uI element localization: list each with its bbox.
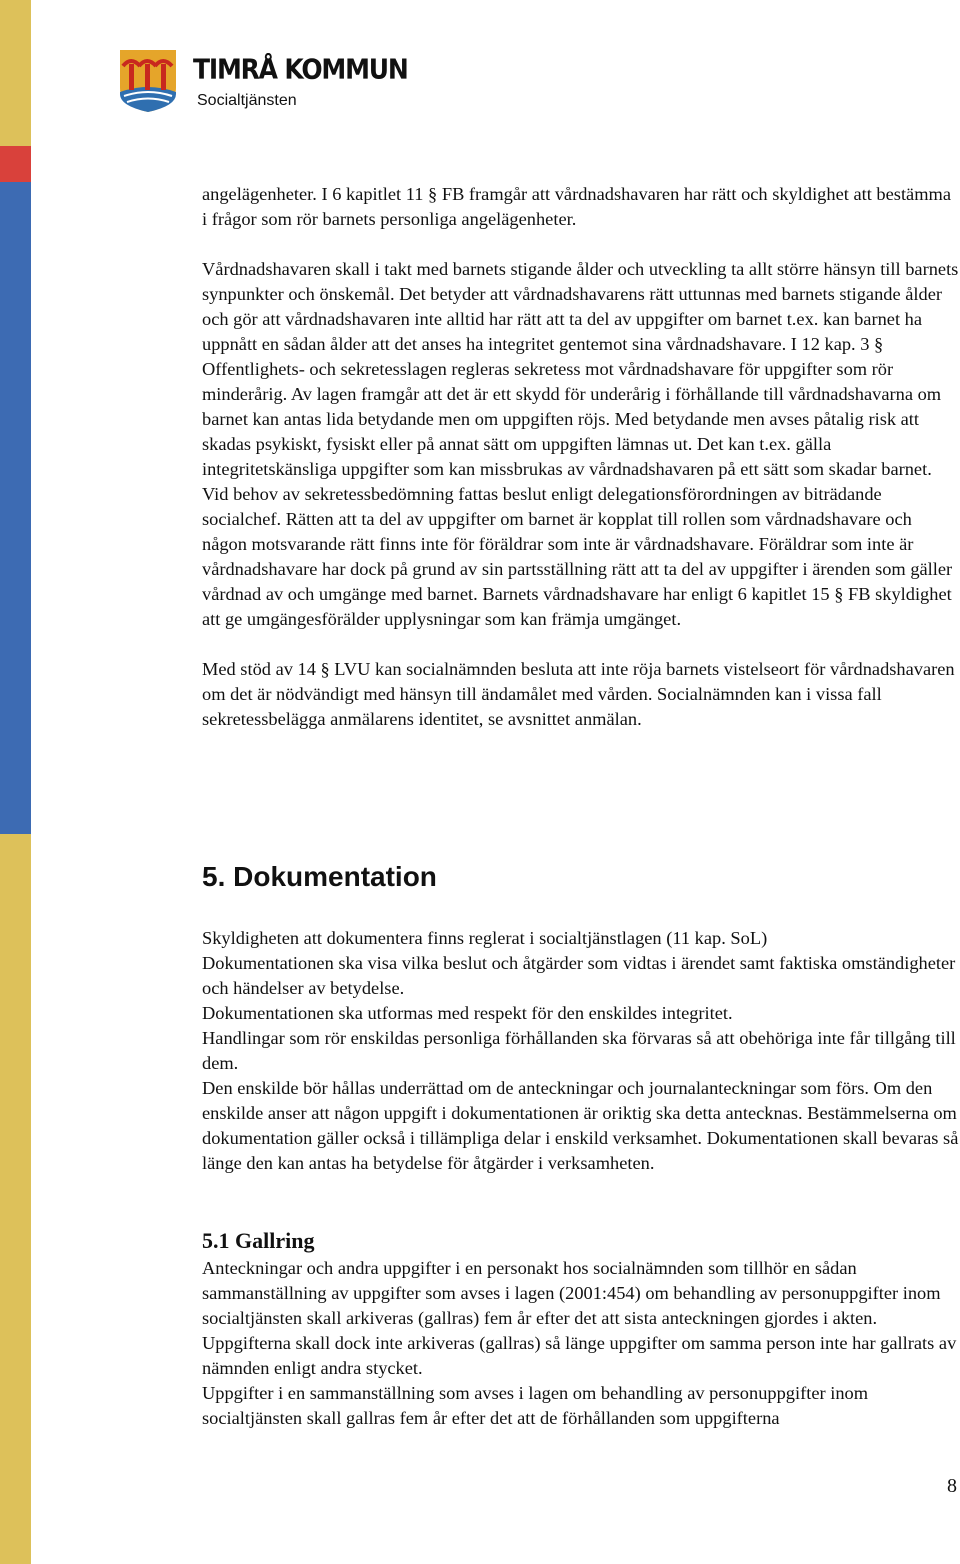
paragraph: Uppgifter i en sammanställning som avses i lagen om behandling av personuppgifter inom socialtjänsten skall gallras fem år efter det att de förhållanden som uppgifterna [202,1383,869,1428]
timra-crest-icon [118,48,178,114]
brand-name: TIMRÅ KOMMUN [193,53,408,85]
paragraph: Med stöd av 14 § LVU kan socialnämnden besluta att inte röja barnets vistelseort för vårdnadshavaren om det är nödvändigt med hänsyn till ändamålet med vården. Socialnämnden kan i vissa fall sekretessbelägga anmälarens identitet, se avsnittet anmälan. [202,659,955,729]
subsection-heading: 5.1 Gallring [202,1228,315,1253]
paragraph: Dokumentationen ska visa vilka beslut och åtgärder som vidtas i ärendet samt faktiska omständigheter och händelser av betydelse. [202,953,956,998]
paragraph: angelägenheter. I 6 kapitlet 11 § FB framgår att vårdnadshavaren har rätt och skyldighet att bestämma i frågor som rör barnets personliga angelägenheter. [202,184,951,229]
paragraph: Anteckningar och andra uppgifter i en personakt hos socialnämnden som tillhör en sådan sammanställning av uppgifter som avses i lagen (2001:454) om behandling av personuppgifter inom socialtjänsten skall arkiveras (gallras) fem år efter det att sista anteckningen gjordes i akten. Uppgifterna skall dock inte arkiveras (gallras) så länge uppgifter om samma person inte har gallrats av nämnden enligt andra stycket. [202,1258,957,1378]
header-logo [118,48,408,118]
paragraph: Skyldigheten att dokumentera finns reglerat i socialtjänstlagen (11 kap. SoL) [202,928,768,948]
section-heading: 5. Dokumentation [202,861,437,892]
side-bar-blue [0,182,31,834]
section-5-1-text [202,1256,960,1431]
paragraph: Handlingar som rör enskildas personliga förhållanden ska förvaras så att obehöriga inte får tillgång till dem. [202,1028,956,1073]
section-5-text [202,926,960,1176]
brand-subtitle: Socialtjänsten [197,92,297,109]
side-bar-red [0,146,31,182]
paragraph: Dokumentationen ska utformas med respekt för den enskildes integritet. [202,1003,733,1023]
side-bar-gold-top [0,0,31,146]
side-bar-gold-bottom [0,834,31,1564]
paragraph: Den enskilde bör hållas underrättad om de anteckningar och journalanteckningar som förs. Om den enskilde anser att någon uppgift i dokumentationen är oriktig ska detta antecknas. Bestämmelserna om dokumentation gäller också i tillämpliga delar i enskild verksamhet. Dokumentationen skall bevaras så länge den kan antas ha betydelse för åtgärder i verksamheten. [202,1078,959,1173]
body-text [202,182,960,732]
page-number: 8 [947,1475,957,1497]
paragraph: Vårdnadshavaren skall i takt med barnets stigande ålder och utveckling ta allt större hänsyn till barnets synpunkter och önskemål. Det betyder att vårdnadshavarens rätt uttunnas med barnets stigande ålder och gör att vårdnadshavaren inte alltid har rätt att ta del av uppgifter om barnet t.ex. kan barnet ha uppnått en sådan ålder att det anses ha integritet gentemot sina vårdnadshavare. I 12 kap. 3 § Offentlighets- och sekretesslagen regleras sekretess mot vårdnadshavare för uppgifter som rör minderårig. Av lagen framgår att det är ett skydd för underårig i förhållande till vårdnadshavarna om barnet kan antas lida betydande men om uppgiften röjs. Med betydande men avses påtalig risk att skadas psykiskt, fysiskt eller på annat sätt om uppgiften lämnas ut. Det kan t.ex. gälla integritetskänsliga uppgifter som kan missbrukas av vårdnadshavaren på ett sätt som skadar barnet. Vid behov av sekretessbedömning fattas beslut enligt delegationsförordningen av biträdande socialchef. Rätten att ta del av uppgifter om barnet är kopplat till rollen som vårdnadshavare och någon motsvarande rätt finns inte för föräldrar som inte är vårdnadshavare. Föräldrar som inte är vårdnadshavare har dock på grund av sin partsställning rätt att ta del av uppgifter i ärenden som gäller vårdnad av och umgänge med barnet. Barnets vårdnadshavare har enligt 6 kapitlet 15 § FB skyldighet att ge umgängesförälder upplysningar som kan främja umgänget. [202,259,959,629]
